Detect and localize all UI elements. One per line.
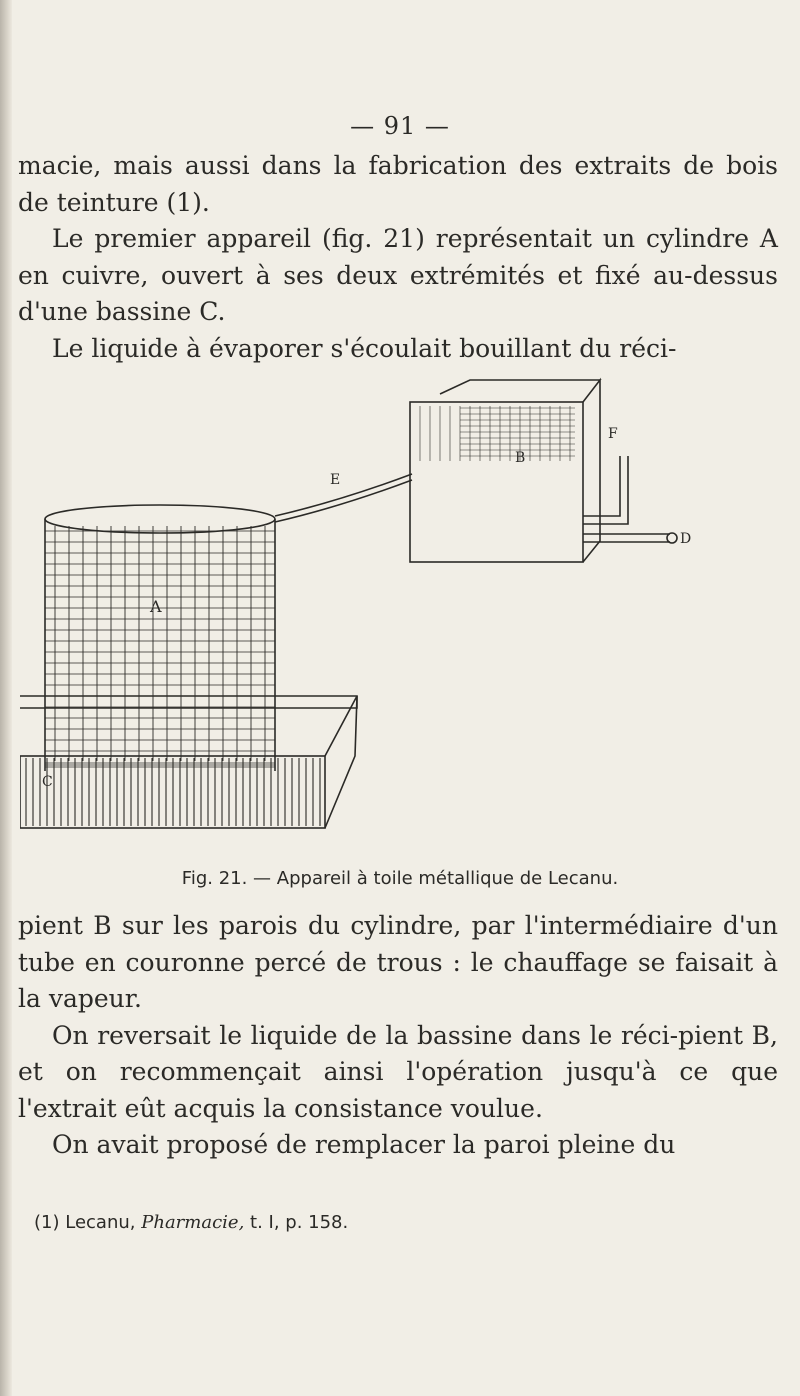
footnote-author: Lecanu, xyxy=(65,1212,136,1233)
footnote-marker: (1) xyxy=(34,1212,60,1233)
figure-21-apparatus xyxy=(20,366,720,846)
top-text-block xyxy=(18,148,778,367)
pipe-d xyxy=(583,534,670,542)
figure-label-e: E xyxy=(330,472,341,488)
steam-tube-f xyxy=(583,456,628,524)
paragraph-5: On reversait le liquide de la bassine dans le réci-pient B, et on recommençait ainsi l'opération jusqu'à ce que l'extrait eût acquis la consistance voulue. xyxy=(18,1020,778,1123)
basin-top xyxy=(20,696,357,708)
page-gutter-shadow xyxy=(0,0,12,1396)
paragraph-4: pient B sur les parois du cylindre, par l'intermédiaire d'un tube en couronne percé de trous : le chauffage se faisait à la vapeur. xyxy=(18,911,778,1013)
paragraph-6: On avait proposé de remplacer la paroi pleine du xyxy=(52,1130,676,1159)
footnote xyxy=(34,1212,348,1233)
ring-tube-e xyxy=(275,474,412,516)
bottom-text-block xyxy=(18,908,778,1164)
paragraph-2: Le premier appareil (fig. 21) représentait un cylindre A en cuivre, ouvert à ses deux extrémités et fixé au-dessus d'une bassine C. xyxy=(18,224,778,326)
figure-caption: Fig. 21. — Appareil à toile métallique de Lecanu. xyxy=(181,868,619,889)
basin-side xyxy=(325,696,357,828)
figure-label-b: B xyxy=(515,450,526,466)
paragraph-3: Le liquide à évaporer s'écoulait bouillant du réci- xyxy=(52,333,677,363)
figure-label-a: A xyxy=(150,597,162,616)
footnote-ref: t. I, p. 158. xyxy=(250,1212,349,1233)
figure-label-c: C xyxy=(42,774,53,790)
cylinder-top-rim xyxy=(45,505,275,533)
footnote-title: Pharmacie, xyxy=(141,1212,245,1233)
figure-label-f: F xyxy=(608,426,618,442)
page-number: — 91 — xyxy=(350,112,450,140)
figure-label-d: D xyxy=(680,531,692,547)
paragraph-1: macie, mais aussi dans la fabrication des extraits de bois de teinture (1). xyxy=(18,151,778,217)
